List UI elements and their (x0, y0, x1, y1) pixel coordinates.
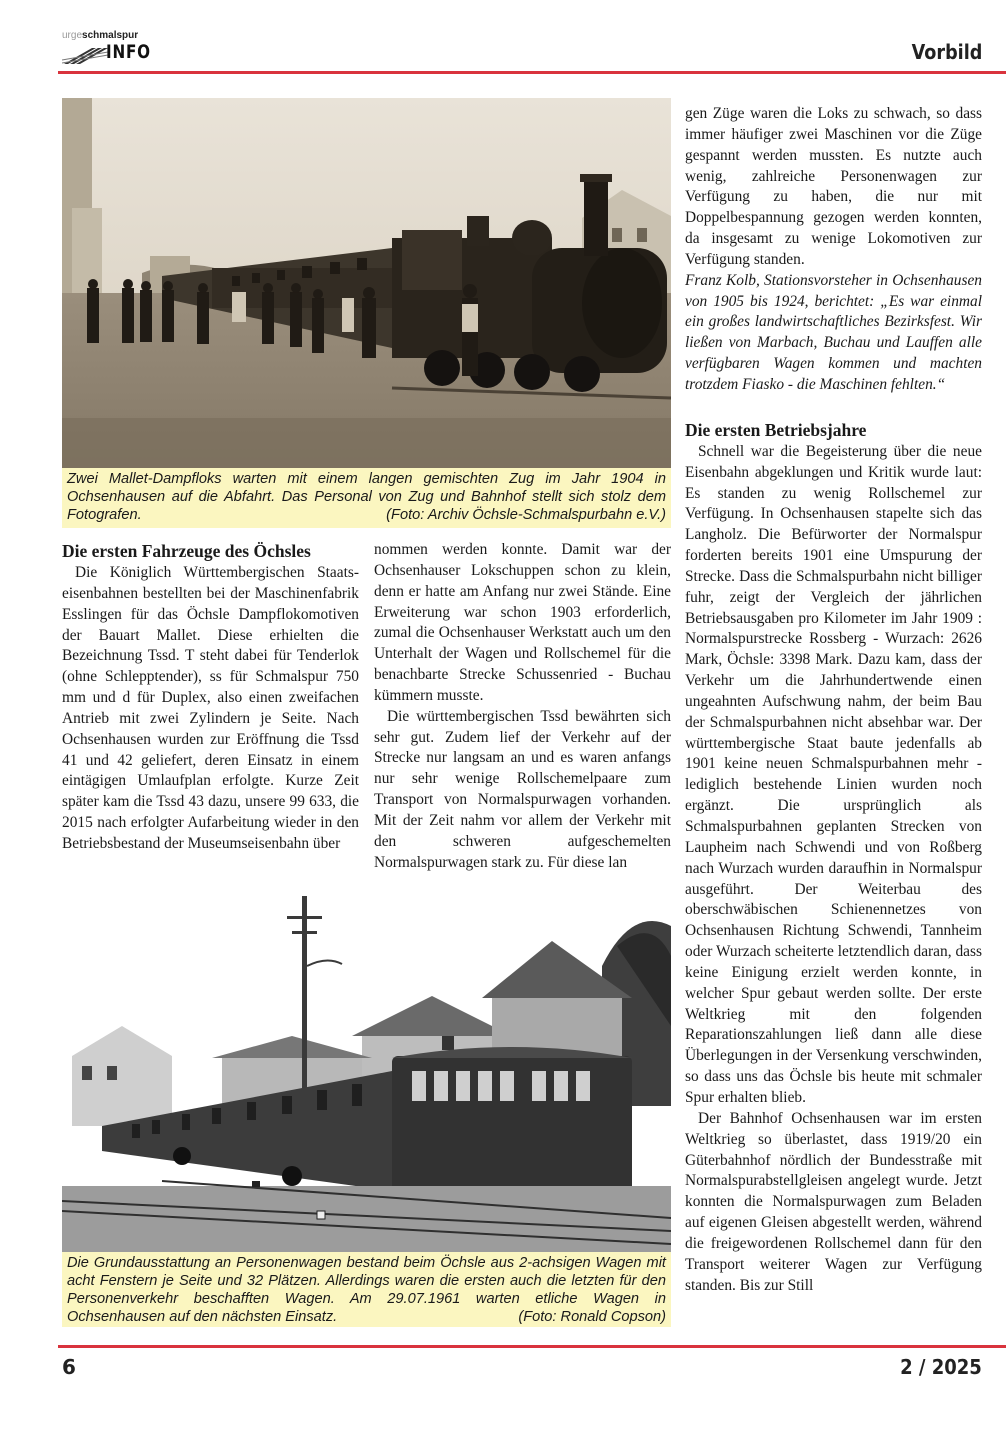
logo-brand: schmalspur (82, 30, 139, 41)
logo-prefix: urge (62, 30, 83, 41)
caption-text: Zwei Mallet-Dampfloks warten mit einem langen gemischten Zug im Jahr 1904 in Ochsenhausen auf die Abfahrt. Das Personal von Zug und Bahnhof stellt sich stolz dem Fotografen. (67, 471, 666, 523)
paragraph: Schnell war die Begeisterung über die neue Eisenbahn abgeklungen und Kritik wurde laut: Es standen zu wenig Rollschemel zur Verfügung. In Ochsenhausen stapelte sich das Langholz. Die Befürworter der Normalspur forderten bereits 1901 eine Umspurung der Strecke. Dass die Schmalspurbahn nicht billiger fuhr, zeigt der Vergleich der jährlichen Betriebsausgaben pro Kilometer im Jahr 1909 : Normalspurstrecke Rossberg - Wurzach: 2626 Mark, Öchsle: 3398 Mark. Dazu kam, dass der Verkehr um die Jahrhundertwende einen ungeahnten Aufschwung nahm, der beim Bau der Schmalspurbahnen nicht absehbar war. Der württembergische Staat baute jedenfalls ab 1901 keine neuen Schmalspurbahnen mehr - lediglich bestehende Linien wurden noch ergänzt. Die ursprünglich als Schmalspurbahnen geplanten Strecken von Laupheim nach Schwendi und von Roßberg nach Wurzach wurden daraufhin in Normalspur ausgeführt. Der Weiterbau des oberschwäbischen Schienennetzes von Ochsenhausen Richtung Schwendi, Tannheim oder Wurzach scheiterte letztendlich daran, dass keine Einigung erzielt werden konnte, in welcher Spur gebaut werden sollte. Der erste Weltkrieg mit den folgenden Reparationszahlungen ließ dann alle diese Überlegungen in der Versenkung verschwinden, so dass uns das Öchsle bis heute mit schmaler Spur erhalten blieb. (685, 442, 982, 1106)
rails-logo-icon (62, 42, 110, 66)
logo-wordmark (62, 30, 138, 41)
logo-info: INFO (106, 41, 151, 63)
heading-erste-betriebsjahre: Die ersten Betriebsjahre (685, 419, 867, 440)
caption-photo-1 (62, 468, 671, 528)
section-title: Vorbild (911, 40, 982, 64)
article-column-1 (62, 540, 359, 855)
caption-photo-2 (62, 1252, 671, 1327)
heading-erste-fahrzeuge: Die ersten Fahrzeuge des Öchsles (62, 541, 311, 561)
photo-steam-train-1904 (62, 98, 671, 468)
photo-credit: (Foto: Archiv Öchsle-Schmalspurbahn e.V.) (386, 507, 666, 523)
paragraph: nommen werden konnte. Damit war der Ochsenhauser Lokschuppen schon zu klein, denn er hatte am Anfang nur zwei Stände. Eine Erweiterung war schon 1903 erforderlich, zumal die Ochsenhauser Werkstatt auch um den Unterhalt der Wagen und Rollschemel für die benachbarte Strecke Schussenried - Buchau kümmern musste. (374, 541, 671, 704)
magazine-logo (62, 30, 152, 68)
footer-rule (58, 1345, 1006, 1348)
quote-franz-kolb: Franz Kolb, Stationsvorsteher in Ochsenhausen von 1905 bis 1924, berichtet: „Es war einmal ein großes landwirtschaftliches Bezirksfest. Wir ließen von Marbach, Buchau und Lauffen alle verfügbaren Wagen kommen und machten trotzdem Fiasko - die Maschinen fehlten.“ (685, 271, 982, 393)
photo-passenger-wagons-1961 (62, 886, 671, 1252)
issue-number: 2 / 2025 (900, 1355, 982, 1379)
page-number: 6 (62, 1355, 76, 1379)
header-rule (58, 71, 1006, 74)
paragraph: Die Königlich Württembergischen Staatseisenbahnen bestellten bei der Maschinenfabrik Esslingen für das Öchsle Dampflokomotiven der Bauart Mallet. Diese erhielten die Bezeichnung Tssd. T steht dabei für Tenderlok (ohne Schlepptender), ss für Schmalspur 750 mm und d für Duplex, also einen zweifachen Antrieb mit zwei Zylindern je Seite. Nach Ochsenhausen wurden zur Eröffnung die Tssd 41 und 42 geliefert, deren Einsatz in einem eintägigen Umlaufplan erfolgte. Kurze Zeit später kam die Tssd 43 dazu, unsere 99 633, die 2015 nach erfolgter Aufarbeitung wieder in den Betriebsbestand der Museumseisenbahn über (62, 564, 359, 852)
article-column-3 (685, 104, 982, 1296)
caption-text: Die Grundausstattung an Personenwagen bestand beim Öchsle aus 2-achsigen Wagen mit acht Fenstern je Seite und 32 Plätzen. Allerdings waren die ersten auch die letzten für den Personenverkehr beschafften Wagen. Am 29.07.1961 warten etliche Wagen in Ochsenhausen auf den nächsten Einsatz. (67, 1255, 666, 1325)
paragraph: gen Züge waren die Loks zu schwach, so dass immer häufiger zwei Maschinen vor die Züge gespannt werden mussten. Es nutzte auch wenig, zahlreiche Personenwagen zur Verfügung zu haben, die nur mit Doppelbespannung gezogen werden konnten, da insgesamt zu wenige Lokomotiven zur Verfügung standen. (685, 105, 982, 268)
sepia-steam-train-photo-icon (62, 98, 671, 468)
bw-passenger-wagons-photo-icon (62, 886, 671, 1252)
article-column-2 (374, 540, 671, 874)
photo-credit: (Foto: Ronald Copson) (518, 1309, 666, 1325)
paragraph: Der Bahnhof Ochsenhausen war im ersten Weltkrieg so überlastet, dass 1919/20 ein Güterbahnhof nördlich der Bundesstraße mit Normalspurabstellgleisen angelegt wurde. Jetzt konnten die Normalspurwagen zum Beladen auf eigenen Gleisen abgestellt werden, während die freigewordenen Rollschemel dann für den Transport weiterer Wagen zur Verfügung standen. Bis zur Still (685, 1109, 982, 1294)
paragraph: Die württembergischen Tssd bewährten sich sehr gut. Zudem lief der Verkehr auf der Strecke nur langsam an und es waren anfangs nur sehr wenige Rollschemelpaare zum Transport von Normalspurwagen vorhanden. Mit der Zeit nahm vor allem der Verkehr mit den schweren aufgeschemelten Normalspurwagen stark zu. Für diese lan (374, 707, 671, 871)
